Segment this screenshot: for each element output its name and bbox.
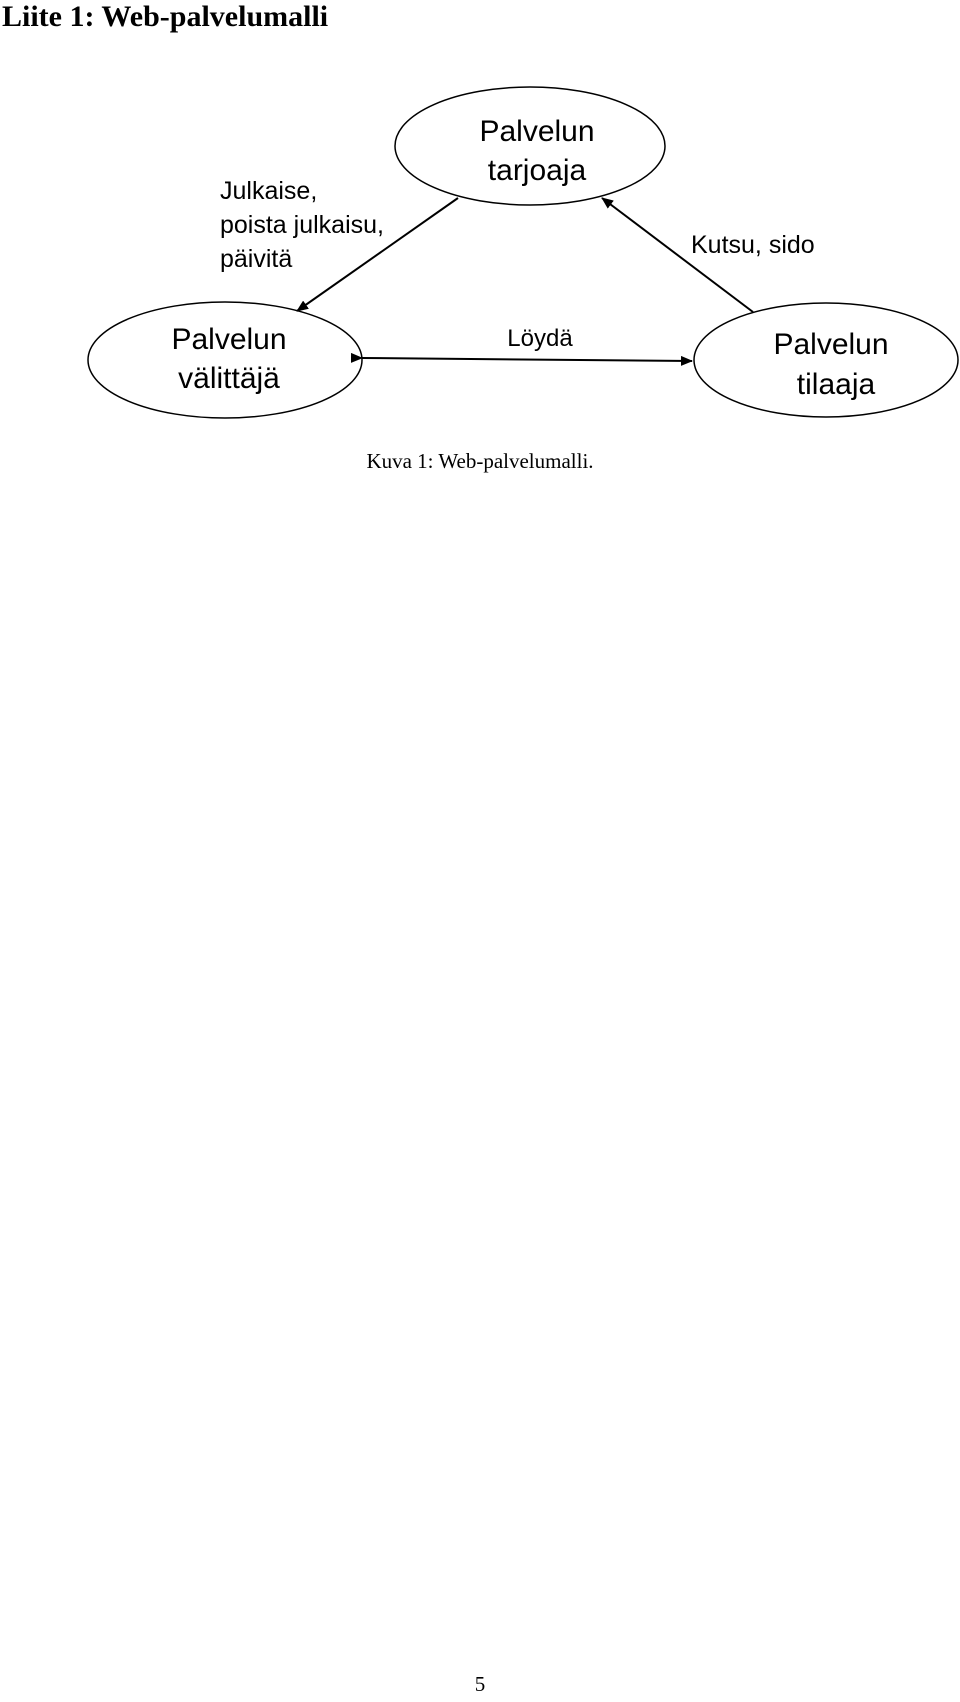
web-service-model-diagram <box>0 0 960 430</box>
node-service-requester <box>694 303 958 417</box>
edge-publish-label-line2: poista julkaisu, <box>220 211 384 239</box>
node-service-broker <box>88 302 362 418</box>
node-service-provider <box>395 87 665 205</box>
node-broker-line1: Palvelun <box>171 323 287 356</box>
node-requester-line2: tilaaja <box>796 368 876 401</box>
edge-find-arrow <box>362 358 692 361</box>
node-requester-line1: Palvelun <box>773 328 889 361</box>
page-heading: Liite 1: Web-palvelumalli <box>2 0 329 33</box>
node-provider-line1: Palvelun <box>479 115 595 148</box>
figure-caption: Kuva 1: Web-palvelumalli. <box>366 449 594 473</box>
edge-publish-label-line1: Julkaise, <box>220 177 318 205</box>
diagram-canvas <box>0 0 960 430</box>
page-number: 5 <box>474 1672 486 1696</box>
edge-publish-label-line3: päivitä <box>220 245 293 273</box>
edge-find-label: Löydä <box>507 325 573 352</box>
node-broker-line2: välittäjä <box>178 362 280 395</box>
node-provider-line2: tarjoaja <box>487 154 587 187</box>
edge-bind-label: Kutsu, sido <box>691 231 815 259</box>
